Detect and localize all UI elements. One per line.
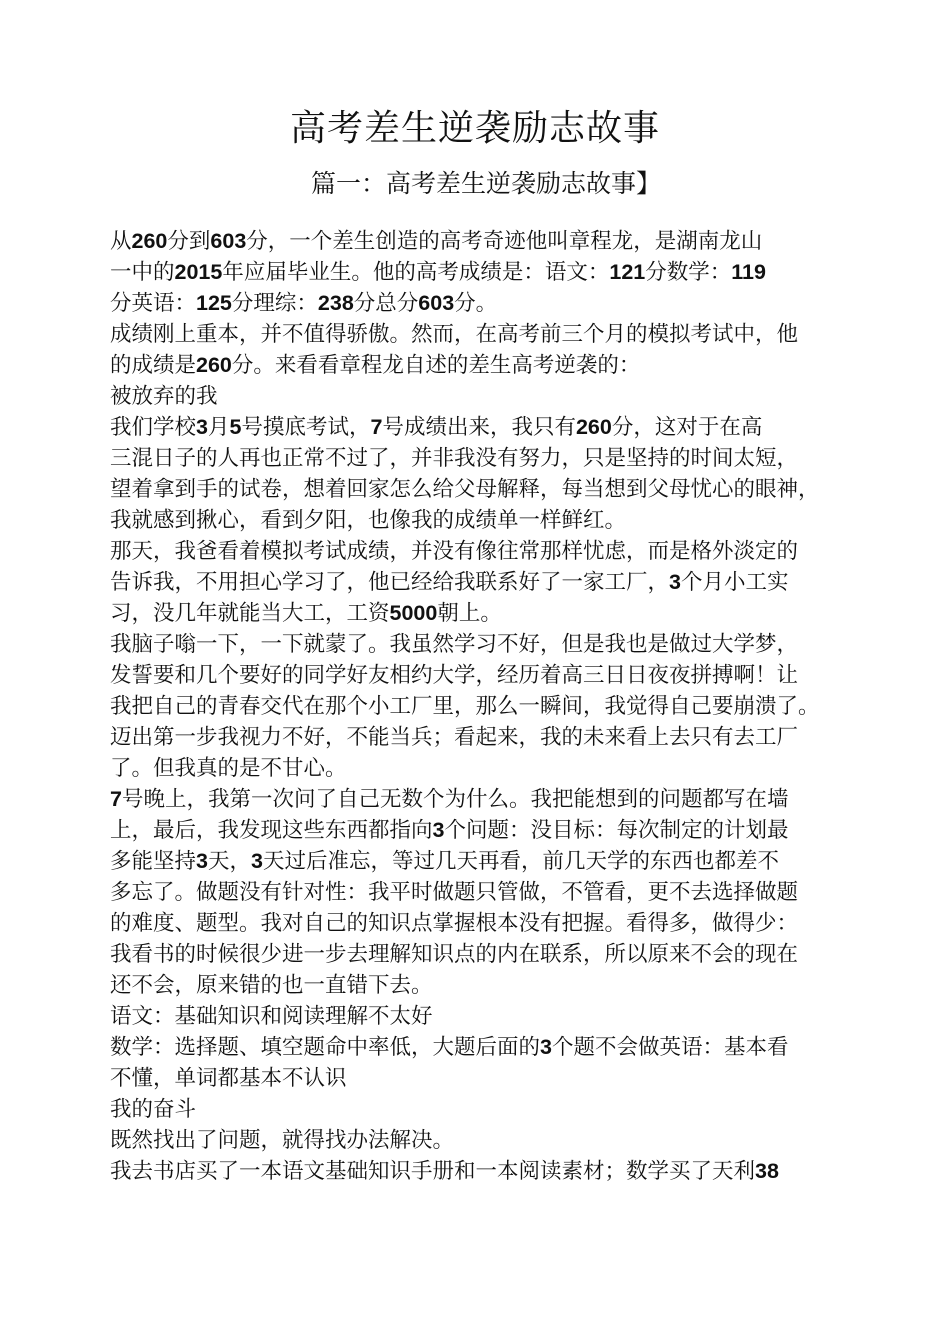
story-body [110,226,880,1187]
document-subtitle: 篇一：高考差生逆袭励志故事】 [310,169,661,198]
story-line: 从260分到603分，一个差生创造的高考奇迹他叫章程龙，是湖南龙山 [110,229,763,254]
story-line: 成绩刚上重本，并不值得骄傲。然而，在高考前三个月的模拟考试中，他 [110,322,799,347]
story-line: 我脑子嗡一下，一下就蒙了。我虽然学习不好，但是我也是做过大学梦， [110,632,799,657]
story-line: 习，没几年就能当大工，工资5000朝上。 [110,601,502,626]
story-line: 上，最后，我发现这些东西都指向3个问题：没目标：每次制定的计划最 [110,818,789,843]
story-line: 一中的2015年应届毕业生。他的高考成绩是：语文：121分数学：119 [110,260,766,285]
story-line: 的难度、题型。我对自己的知识点掌握根本没有把握。看得多，做得少： [110,911,799,936]
story-line: 那天，我爸看着模拟考试成绩，并没有像往常那样忧虑，而是格外淡定的 [110,539,799,564]
document-title: 高考差生逆袭励志故事 [289,108,660,149]
story-line: 既然找出了问题，就得找办法解决。 [110,1128,455,1153]
story-line: 7号晚上，我第一次问了自己无数个为什么。我把能想到的问题都写在墙 [110,787,789,812]
story-line: 望着拿到手的试卷，想着回家怎么给父母解释，每当想到父母忧心的眼神， [110,477,820,502]
story-line: 了。但我真的是不甘心。 [110,756,347,781]
story-line: 告诉我，不用担心学习了，他已经给我联系好了一家工厂，3个月小工实 [110,570,789,595]
story-line: 的成绩是260分。来看看章程龙自述的差生高考逆袭的： [110,353,641,378]
story-line: 不懂，单词都基本不认识 [110,1066,347,1091]
story-line: 多忘了。做题没有针对性：我平时做题只管做，不管看，更不去选择做题 [110,880,799,905]
story-line: 我把自己的青春交代在那个小工厂里，那么一瞬间，我觉得自己要崩溃了。 [110,694,820,719]
story-line: 我的奋斗 [110,1097,197,1122]
story-line: 语文：基础知识和阅读理解不太好 [110,1004,433,1029]
story-line: 我们学校3月5号摸底考试，7号成绩出来，我只有260分，这对于在高 [110,415,763,440]
story-line: 我就感到揪心，看到夕阳，也像我的成绩单一样鲜红。 [110,508,627,533]
story-line: 迈出第一步我视力不好，不能当兵；看起来，我的未来看上去只有去工厂 [110,725,799,750]
story-line: 我去书店买了一本语文基础知识手册和一本阅读素材；数学买了天利38 [110,1159,779,1184]
story-line: 数学：选择题、填空题命中率低，大题后面的3个题不会做英语：基本看 [110,1035,789,1060]
story-line: 我看书的时候很少进一步去理解知识点的内在联系，所以原来不会的现在 [110,942,799,967]
story-line: 被放弃的我 [110,384,218,409]
story-line: 分英语：125分理综：238分总分603分。 [110,291,498,316]
story-line: 三混日子的人再也正常不过了，并非我没有努力，只是坚持的时间太短， [110,446,799,471]
story-line: 多能坚持3天，3天过后准忘，等过几天再看，前几天学的东西也都差不 [110,849,779,874]
story-line: 还不会，原来错的也一直错下去。 [110,973,433,998]
story-line: 发誓要和几个要好的同学好友相约大学，经历着高三日日夜夜拼搏啊！让 [110,663,799,688]
